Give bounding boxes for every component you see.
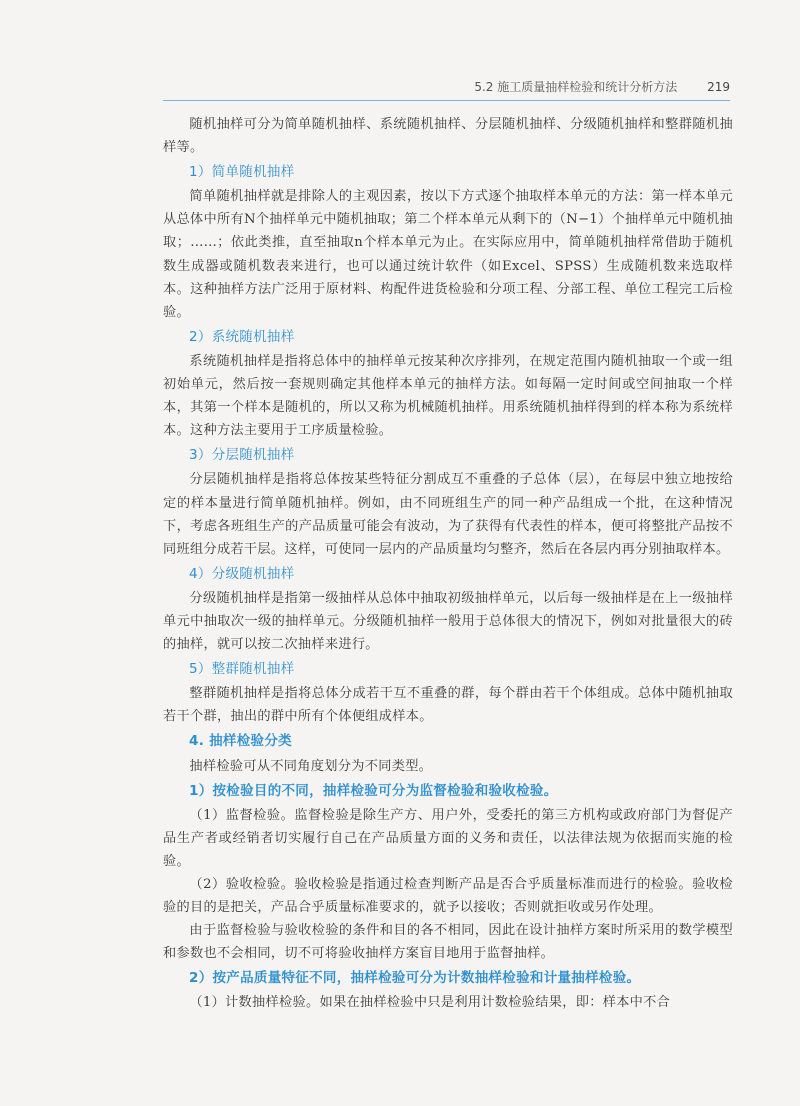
paragraph: 抽样检验可从不同角度划分为不同类型。 <box>189 758 433 774</box>
paragraph: 简单随机抽样就是排除人的主观因素，按以下方式逐个抽取样本单元的方法：第一样本单元从总体中所有N个抽样单元中随机抽取；第二个样本单元从剩下的（N−1）个抽样单元中随机抽取；……；依此类推，直至抽取n个样本单元为止。在实际应用中，简单随机抽样常借助于随机数生成器或随机数表来进行，也可以通过统计软件（如Excel、SPSS）生成随机数来选取样本。这种抽样方法广泛用于原材料、构配件进货检验和分项工程、分部工程、单位工程完工后检验。 <box>163 189 733 320</box>
subheading: 3）分层随机抽样 <box>189 447 295 464</box>
paragraph: 分层随机抽样是指将总体按某些特征分割成互不重叠的子总体（层），在每层中独立地按给定的样本量进行简单随机抽样。例如，由不同班组生产的同一种产品组成一个批，在这种情况下，考虑各班组生产的产品质量可能会有波动，为了获得有代表性的样本，便可将整批产品按不同班组分成若干层。这样，可使同一层内的产品质量均匀整齐，然后在各层内再分别抽取样本。 <box>163 472 733 557</box>
subheading: 4）分级随机抽样 <box>189 565 295 582</box>
paragraph: 随机抽样可分为简单随机抽样、系统随机抽样、分层随机抽样、分级随机抽样和整群随机抽样等。 <box>163 117 733 156</box>
paragraph: 分级随机抽样是指第一级抽样从总体中抽取初级抽样单元，以后每一级抽样是在上一级抽样单元中抽取次一级的抽样单元。分级随机抽样一般用于总体很大的情况下，例如对批量很大的砖的抽样，就可以按二次抽样来进行。 <box>163 590 733 653</box>
section-heading: 4. 抽样检验分类 <box>189 733 292 750</box>
running-header <box>163 78 730 101</box>
page-number: 219 <box>707 80 730 94</box>
subheading: 5）整群随机抽样 <box>189 661 295 678</box>
paragraph: 整群随机抽样是指将总体分成若干互不重叠的群，每个群由若干个体组成。总体中随机抽取若干个群，抽出的群中所有个体便组成样本。 <box>163 686 733 725</box>
body-text <box>163 113 733 1015</box>
paragraph: （1）计数抽样检验。如果在抽样检验中只是利用计数检验结果，即：样本中不合 <box>189 995 671 1011</box>
subheading: 1）按检验目的不同，抽样检验可分为监督检验和验收检验。 <box>189 782 558 799</box>
paragraph: 系统随机抽样是指将总体中的抽样单元按某种次序排列，在规定范围内随机抽取一个或一组初始单元，然后按一套规则确定其他样本单元的抽样方法。如每隔一定时间或空间抽取一个样本，其第一个样本是随机的，所以又称为机械随机抽样。用系统随机抽样得到的样本称为系统样本。这种方法主要用于工序质量检验。 <box>163 353 733 439</box>
section-title: 5.2 施工质量抽样检验和统计分析方法 <box>474 80 678 94</box>
subheading: 1）简单随机抽样 <box>189 164 295 181</box>
paragraph: （2）验收检验。验收检验是指通过检查判断产品是否合乎质量标准而进行的检验。验收检验的目的是把关，产品合乎质量标准要求的，就予以接收；否则就拒收或另作处理。 <box>163 877 733 916</box>
subheading: 2）系统随机抽样 <box>189 328 295 345</box>
paragraph: （1）监督检验。监督检验是除生产方、用户外，受委托的第三方机构或政府部门为督促产品生产者或经销者切实履行自己在产品质量方面的义务和责任，以法律法规为依据而实施的检验。 <box>163 807 733 869</box>
paragraph: 由于监督检验与验收检验的条件和目的各不相同，因此在设计抽样方案时所采用的数学模型和参数也不会相同，切不可将验收抽样方案盲目地用于监督抽样。 <box>163 923 733 962</box>
subheading: 2）按产品质量特征不同，抽样检验可分为计数抽样检验和计量抽样检验。 <box>189 970 641 987</box>
